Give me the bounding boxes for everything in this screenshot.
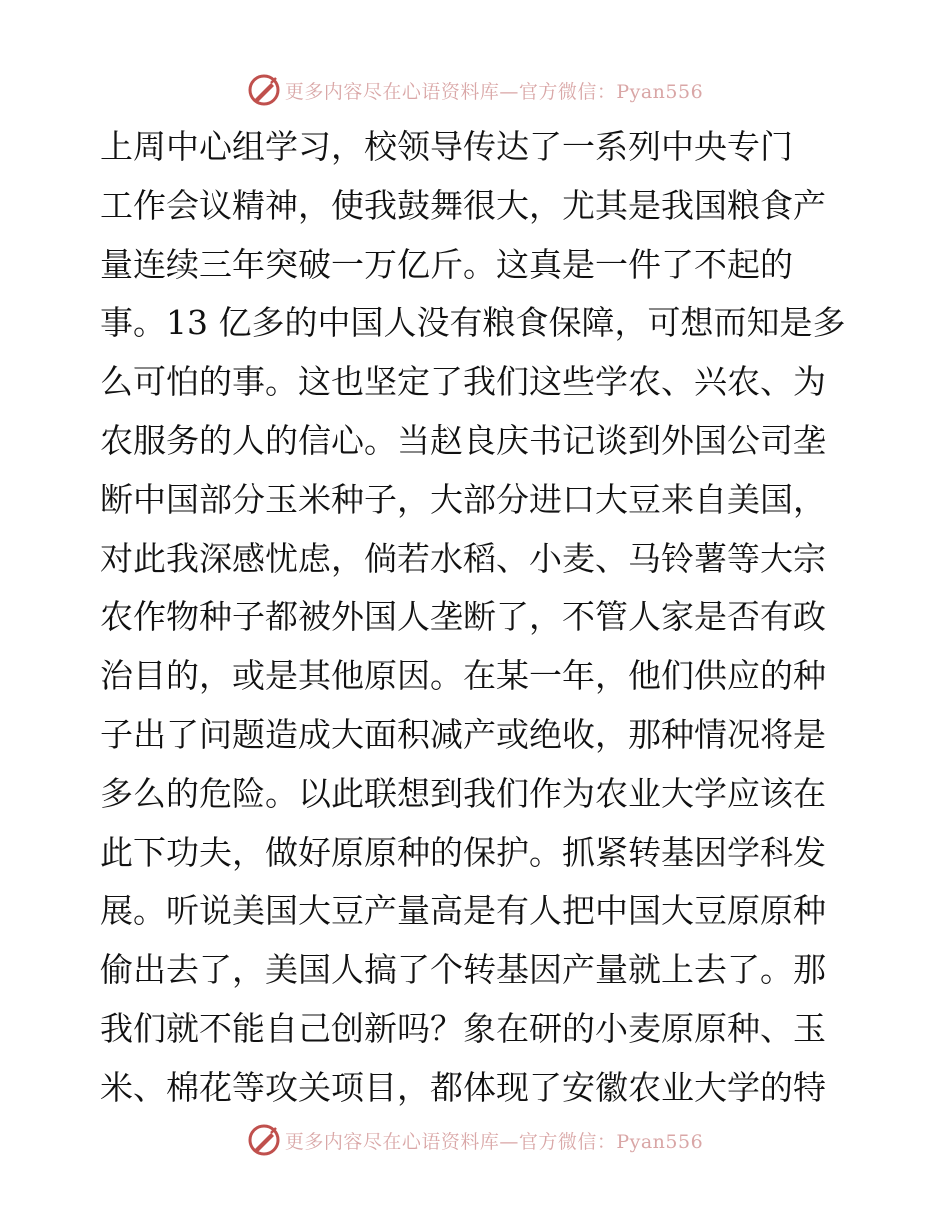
footer-watermark [0,1120,950,1160]
text-line: 么可怕的事。这也坚定了我们这些学农、兴农、为 [100,362,826,402]
text-line: 农服务的人的信心。当赵良庆书记谈到外国公司垄 [100,420,826,460]
text-line: 工作会议精神，使我鼓舞很大，尤其是我国粮食产 [100,185,826,225]
text-line: 事。13 亿多的中国人没有粮食保障，可想而知是多 [100,303,846,343]
quill-logo-icon [247,1123,281,1157]
text-line: 米、棉花等攻关项目，都体现了安徽农业大学的特 [100,1067,826,1107]
document-body [100,118,860,1118]
text-line: 对此我深感忧虑，倘若水稻、小麦、马铃薯等大宗 [100,538,826,578]
watermark-text: 更多内容尽在心语资料库—官方微信：Pyan556 [284,80,704,103]
text-line: 量连续三年突破一万亿斤。这真是一件了不起的 [100,244,793,284]
text-line: 偷出去了，美国人搞了个转基因产量就上去了。那 [100,950,826,990]
header-watermark [0,70,950,110]
text-line: 我们就不能自己创新吗？象在研的小麦原原种、玉 [100,1008,826,1048]
text-line: 展。听说美国大豆产量高是有人把中国大豆原原种 [100,891,826,931]
text-line: 多么的危险。以此联想到我们作为农业大学应该在 [100,773,826,813]
text-line: 农作物种子都被外国人垄断了，不管人家是否有政 [100,597,826,637]
text-line: 子出了问题造成大面积减产或绝收，那种情况将是 [100,714,826,754]
quill-logo-icon [247,73,281,107]
text-line: 上周中心组学习，校领导传达了一系列中央专门 [100,127,793,166]
text-line: 断中国部分玉米种子，大部分进口大豆来自美国， [100,479,826,519]
text-line: 治目的，或是其他原因。在某一年，他们供应的种 [100,656,826,696]
text-line: 此下功夫，做好原原种的保护。抓紧转基因学科发 [100,832,826,872]
watermark-text: 更多内容尽在心语资料库—官方微信：Pyan556 [284,1130,704,1153]
